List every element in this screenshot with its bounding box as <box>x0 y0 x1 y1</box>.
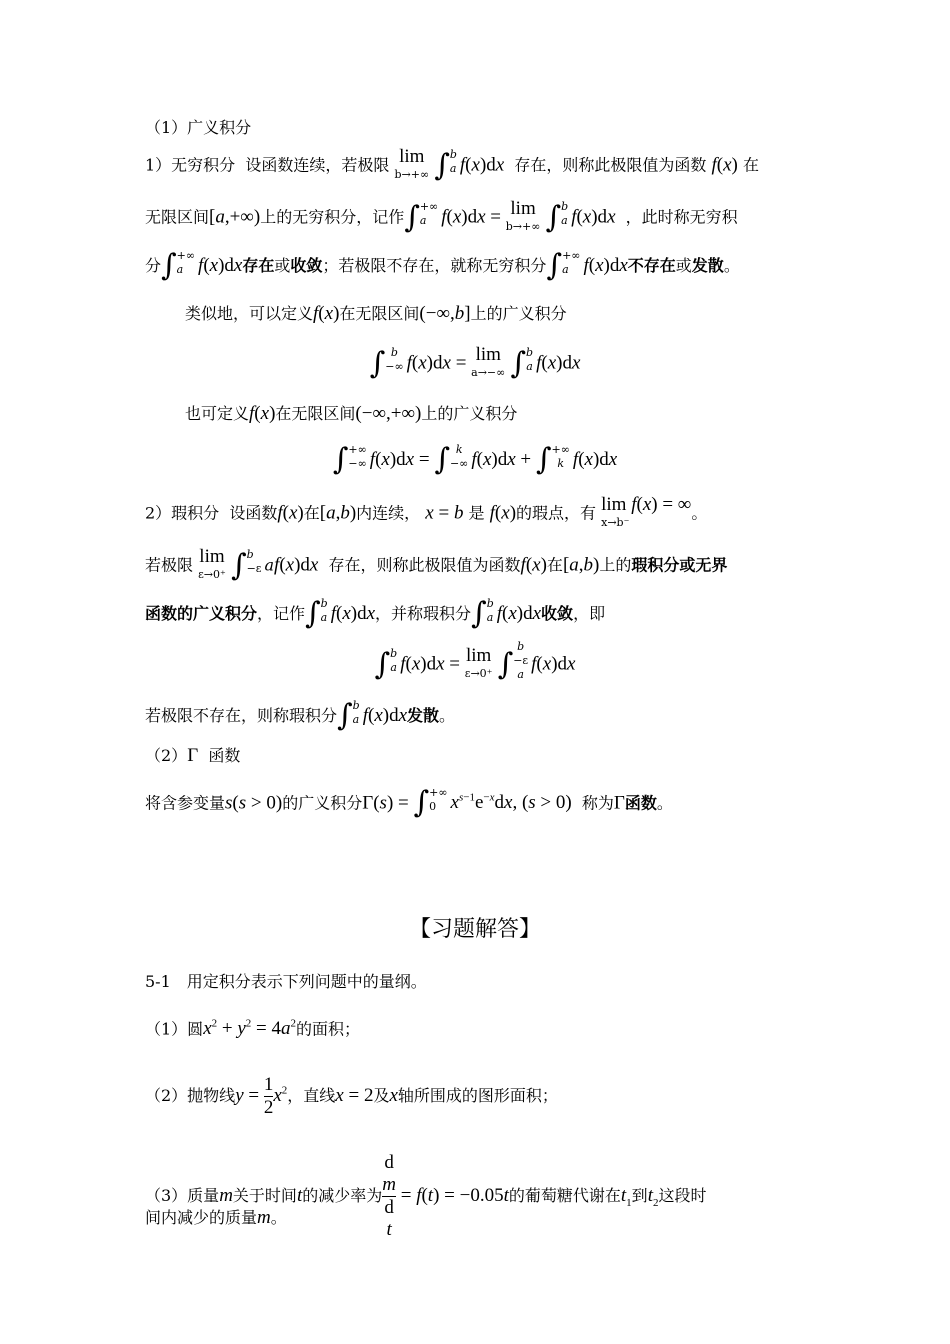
paragraph-similarly: 类似地，可以定义f(x)在无限区间(−∞,b]上的广义积分 <box>185 303 567 324</box>
paragraph-defect-diverge: 若极限不存在，则称瑕积分∫ b a f(x)dx发散。 <box>145 698 456 733</box>
section-title-exercise-answers: 【习题解答】 <box>408 917 541 942</box>
paragraph-improper-defect-2: 若极限 lim ε→0⁺ ∫ b −ε af(x)dx 存在，则称此极限值为函数f(x)在[a,b)上的瑕积分或无界 <box>145 546 728 583</box>
paragraph-gamma-def: 将含参变量s(s > 0)的广义积分Γ(s) = ∫ +∞ 0 $x^{s-1}e^{-x}dx$, (s > 0) 称为Γ函数。 <box>145 785 673 821</box>
paragraph-infinite-integral-1: 1）无穷积分 设函数连续，若极限 lim b→+∞ ∫ b a f(x)dx 存在，则称此极限值为函数 f(x) 在 <box>145 146 759 183</box>
exercise-5-1-item-3-cont: 间内减少的质量m。 <box>145 1207 287 1228</box>
exercise-5-1-item-2: （2）抛物线y = $\frac{1}{2}$ $x^2$，直线x = 2及x轴所围成的图形面积； <box>145 1074 558 1118</box>
section-heading-gamma: （2）Γ 函数 <box>145 745 241 766</box>
section-heading-improper-integral: （1）广义积分 <box>145 118 252 137</box>
paragraph-infinite-integral-2: 无限区间[a,+∞)上的无穷积分，记作∫ +∞ a f(x)dx = lim b→+∞ ∫ b a f(x)dx ，此时称无穷积 <box>145 198 738 235</box>
exercise-5-1: 5-1 用定积分表示下列问题中的量纲。 <box>145 972 427 991</box>
formula-whole-line: ∫ +∞ −∞ f(x)dx = ∫ k −∞ f(x)dx + ∫ +∞ k f(x)dx <box>332 442 618 477</box>
exercise-5-1-item-1: （1）圆$x^2 + y^2 = 4a^2$的面积； <box>145 1018 361 1040</box>
exercise-5-1-item-3: （3）质量m关于时间t的减少率为 d m d t = f(t) = −0.05t的葡萄糖代谢在$t_1$到$t_2$这段时 <box>145 1152 707 1240</box>
formula-defect-integral: ∫ b a f(x)dx = lim ε→0⁺ ∫ b −ε a f(x)dx <box>374 640 576 682</box>
limit-b-to-inf: lim b→+∞ <box>394 146 430 181</box>
paragraph-infinite-integral-3: 分∫ +∞ a f(x)dx存在或收敛；若极限不存在，就称无穷积分∫ +∞ a f(x)dx不存在或发散。 <box>145 248 740 283</box>
paragraph-improper-defect-3: 函数的广义积分，记作∫ b a f(x)dx，并称瑕积分∫ b a f(x)dx收敛，即 <box>145 596 606 631</box>
paragraph-improper-defect-1: 2）瑕积分 设函数f(x)在[a,b)内连续， x = b 是 f(x)的瑕点，有 lim f(x) = ∞ x→b⁻ 。 <box>145 494 708 529</box>
formula-minus-inf-to-b: ∫ b −∞ f(x)dx = lim a→−∞ ∫ b a f(x)dx <box>369 344 581 381</box>
paragraph-also-define: 也可定义f(x)在无限区间(−∞,+∞)上的广义积分 <box>185 403 518 424</box>
